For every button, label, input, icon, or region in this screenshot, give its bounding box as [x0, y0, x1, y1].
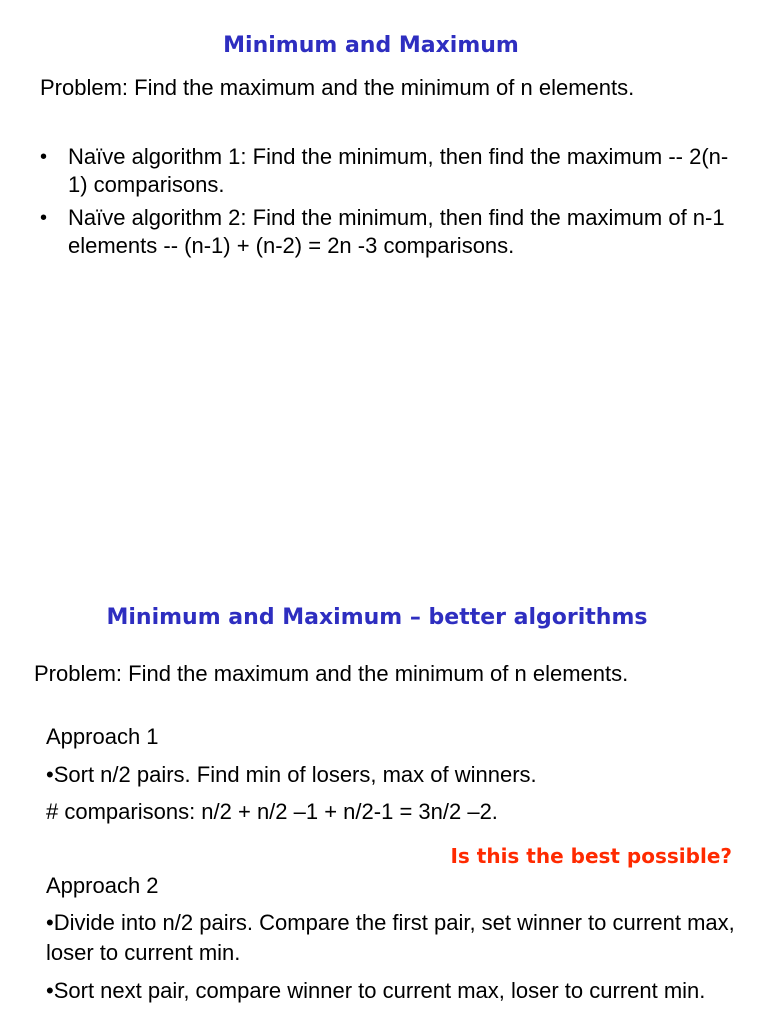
approach-2-step-2: •Sort next pair, compare winner to current max, loser to current min. — [46, 978, 706, 1003]
bullet-text: Naïve algorithm 1: Find the minimum, then find the maximum -- 2(n-1) comparisons. — [68, 144, 729, 197]
approach-1-step: •Sort n/2 pairs. Find min of losers, max of winners. — [46, 762, 537, 787]
bullet-item — [40, 143, 740, 199]
approach-1-heading: Approach 1 — [46, 724, 159, 749]
bullet-dot: • — [40, 207, 48, 229]
slide-1-title: Minimum and Maximum — [223, 33, 519, 58]
slide-2-problem-statement: Problem: Find the maximum and the minimum of n elements. — [34, 661, 629, 686]
approach-2-heading: Approach 2 — [46, 873, 159, 898]
approach-1-comparisons: # comparisons: n/2 + n/2 –1 + n/2-1 = 3n/2 –2. — [46, 799, 498, 824]
bullet-item — [40, 204, 740, 260]
bullet-dot: • — [40, 146, 48, 168]
slide-1-bullet-list — [40, 143, 740, 265]
best-possible-question: Is this the best possible? — [450, 844, 732, 868]
approach-2-step-1: •Divide into n/2 pairs. Compare the first pair, set winner to current max, loser to current min. — [46, 910, 735, 965]
slide-2-title: Minimum and Maximum – better algorithms — [106, 605, 648, 630]
slide-2 — [0, 590, 768, 1024]
bullet-text: Naïve algorithm 2: Find the minimum, then find the maximum of n-1 elements -- (n-1) + (n-2) = 2n -3 comparisons. — [68, 205, 725, 258]
slide-1-problem-statement: Problem: Find the maximum and the minimum of n elements. — [40, 75, 635, 100]
